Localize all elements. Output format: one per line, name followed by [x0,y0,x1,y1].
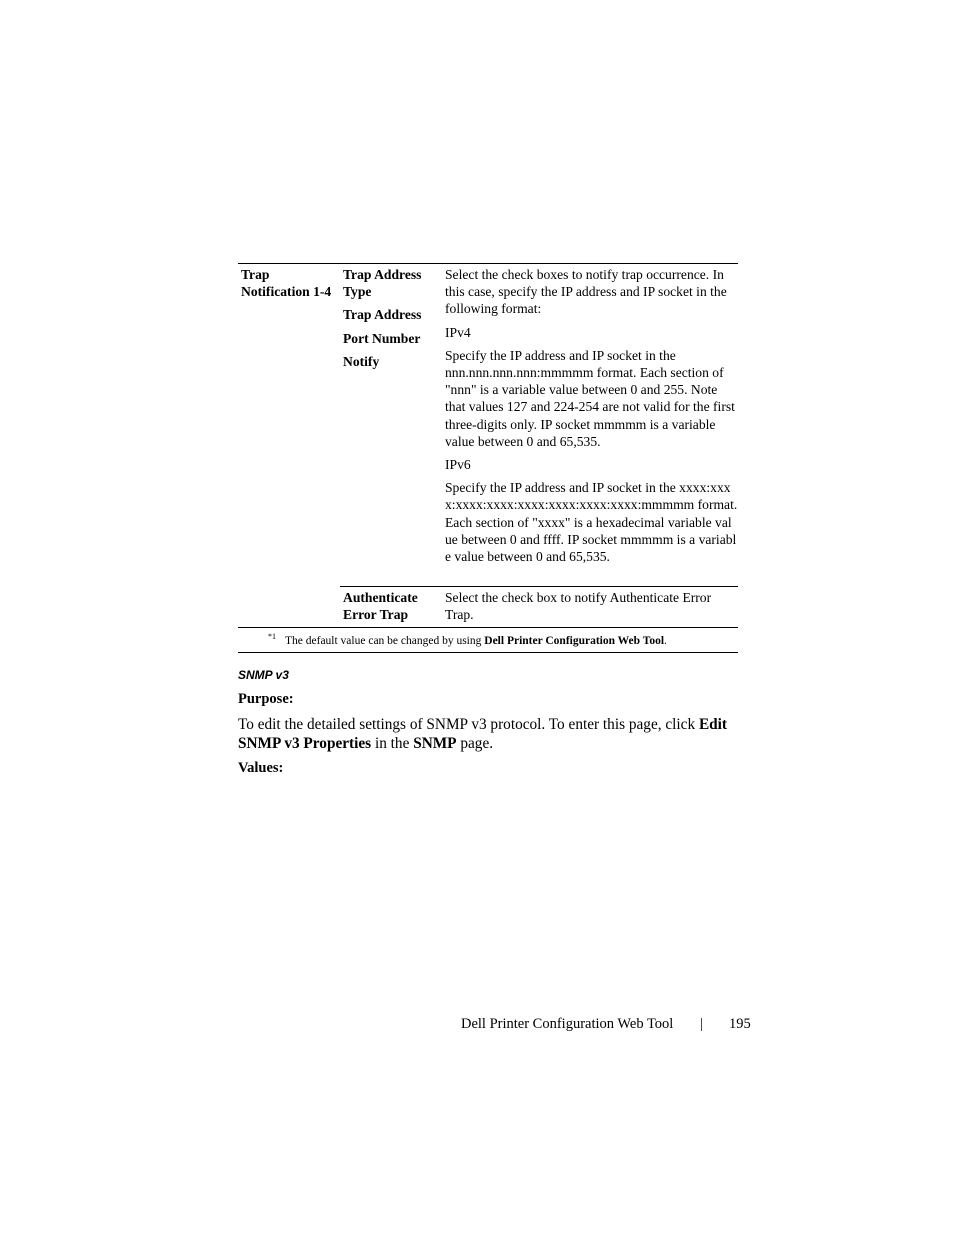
purpose-text [238,715,738,753]
footer-title: Dell Printer Configuration Web Tool [461,1016,674,1032]
item-notify: Notify [343,353,380,369]
authenticate-error-trap-description: Select the check box to notify Authenticate Error Trap. [445,590,712,623]
trap-description [445,266,738,571]
table-bottom-rule [238,652,738,653]
purpose-text-part3: page. [456,735,494,752]
setting-name-line1: Trap [241,267,270,282]
section-title: SNMP v3 [238,668,289,682]
item-authenticate-error-trap: Authenticate Error Trap [343,590,418,623]
description-ipv4-heading: IPv4 [445,324,471,340]
footnote-text-end: . [664,635,667,647]
purpose-label: Purpose: [238,691,294,707]
item-port-number: Port Number [343,330,421,346]
setting-name-trap-notification [241,266,341,300]
item-trap-address-type: Trap Address Type [343,267,422,300]
description-ipv6-text: Specify the IP address and IP socket in the xxxx:xxxx:xxxx:xxxx:xxxx:xxxx:xxxx:xxxx:mmmmm format. Each section of "xxxx" is a hexadecimal variable value between 0 and ffff. IP socket mmmmm is a variable value between 0 and 65,535. [445,480,738,565]
purpose-text-part2: in the [371,735,414,752]
table-footnote-rule [238,627,738,628]
description-ipv6-heading: IPv6 [445,457,471,473]
table-footnote [268,630,667,648]
page-number: 195 [729,1016,751,1032]
table-inner-rule [340,586,738,587]
snmp-page-name: SNMP [413,735,457,752]
footnote-text: The default value can be changed by using [285,635,485,647]
item-trap-address: Trap Address [343,307,422,323]
setting-name-line2: Notification 1-4 [241,284,332,300]
description-intro: Select the check boxes to notify trap occurrence. In this case, specify the IP address and IP socket in the following format: [445,267,727,317]
trap-item-list [343,266,443,376]
footer-separator: | [700,1016,703,1032]
footnote-bold-text: Dell Printer Configuration Web Tool [484,635,665,647]
edit-snmp-v3-properties-link: Edit SNMP v3 Properties [238,716,727,752]
purpose-text-part1: To edit the detailed settings of SNMP v3 protocol. To enter this page, click [238,716,699,733]
footnote-marker: *1 [268,632,276,641]
table-top-rule [238,263,738,264]
description-ipv4-text: Specify the IP address and IP socket in the nnn.nnn.nnn.nnn:mmmmm format. Each section of "nnn" is a variable value between 0 and 255. Note that values 127 and 224-254 are not valid for the first three-digits only. IP socket mmmmm is a variable value between 0 and 65,535. [445,347,735,449]
values-label: Values: [238,760,284,776]
